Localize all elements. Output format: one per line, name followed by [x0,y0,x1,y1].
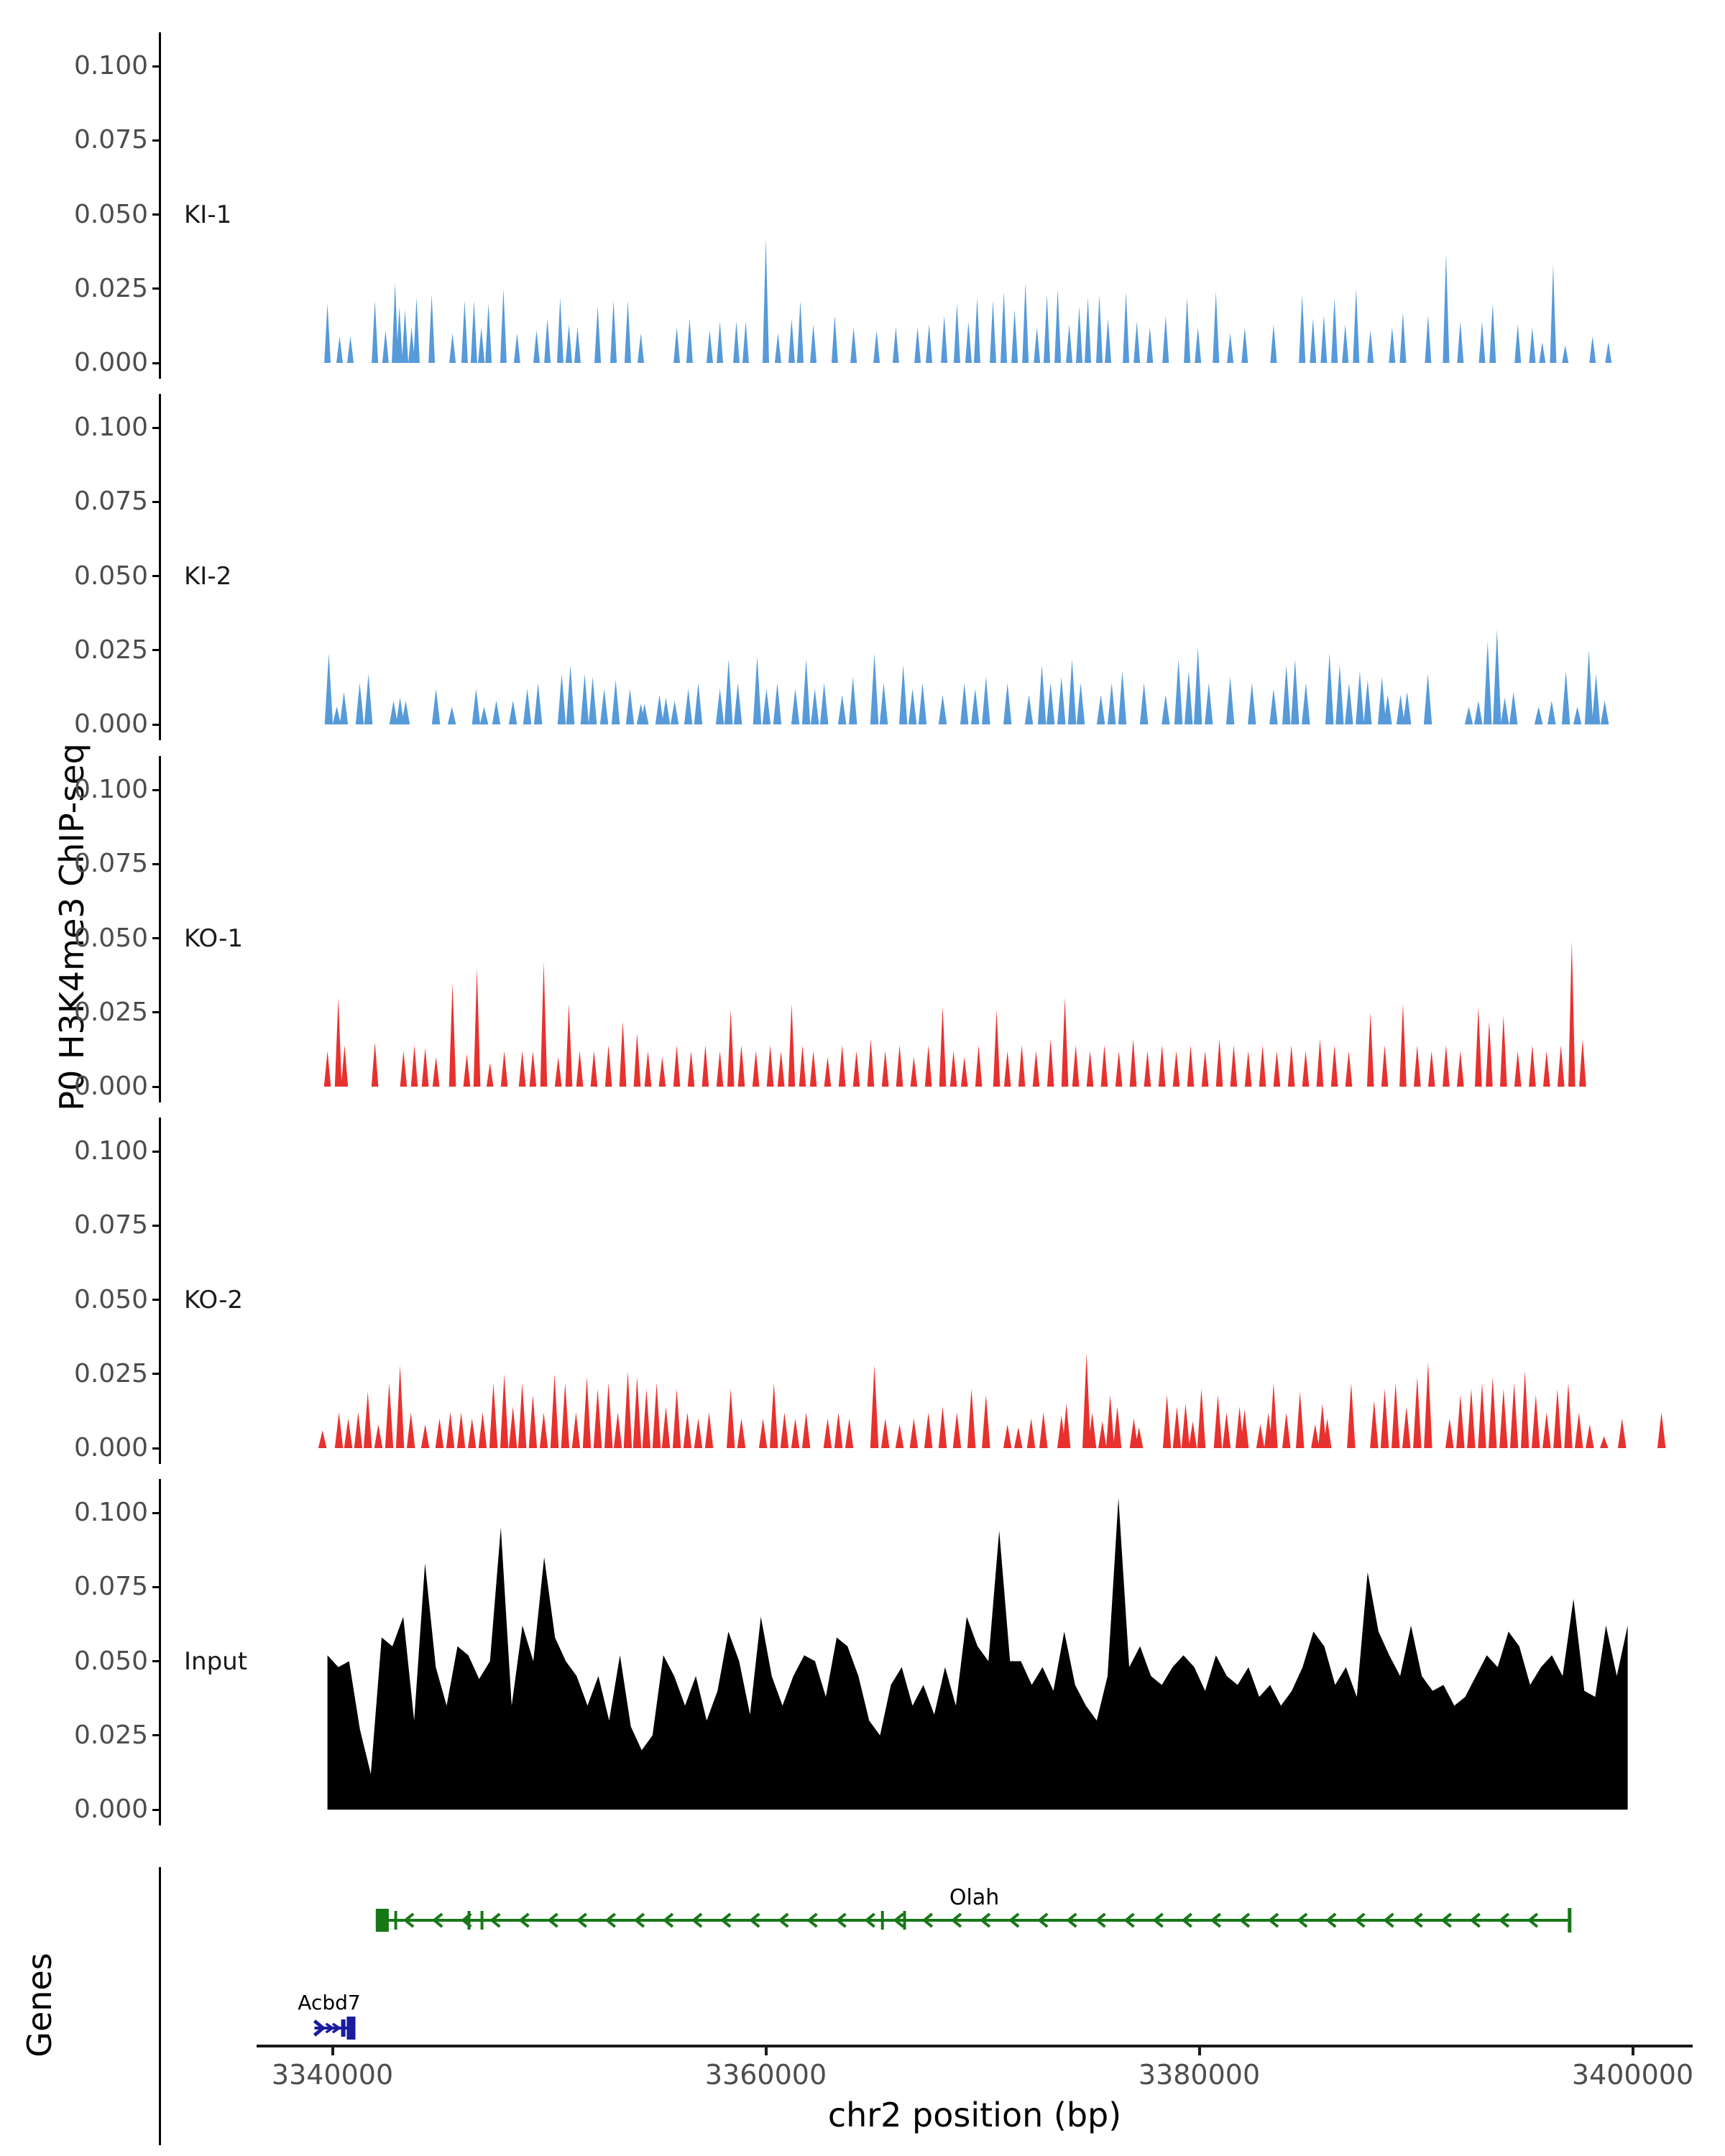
x-tick-label: 3400000 [1571,2059,1694,2091]
y-tick-label: 0.100 [73,1498,148,1527]
track-label-Input: Input [184,1646,248,1676]
y-tick [152,1660,160,1662]
y-tick-label: 0.100 [73,1136,148,1166]
y-tick [152,139,160,142]
y-tick [152,287,160,290]
y-tick-label: 0.100 [73,51,148,80]
y-tick-label: 0.050 [73,561,148,591]
gene-label-olah: Olah [949,1885,1000,1910]
y-tick-label: 0.000 [73,1072,148,1101]
y-tick-label: 0.000 [73,709,148,739]
y-tick-label: 0.025 [73,1720,148,1750]
y-tick [152,863,160,865]
x-tick [1198,2047,1201,2055]
y-tick-label: 0.025 [73,1358,148,1388]
y-tick [152,1373,160,1375]
track-signal-KO-2 [160,1118,1696,1449]
track-signal-KO-1 [160,756,1696,1087]
y-tick [152,213,160,216]
y-tick [152,1225,160,1227]
x-tick-label: 3340000 [271,2059,394,2091]
y-tick [152,575,160,577]
x-tick [765,2047,768,2055]
y-tick [152,937,160,939]
y-tick-label: 0.000 [73,1433,148,1462]
y-tick-label: 0.075 [73,1572,148,1602]
y-tick-label: 0.025 [73,635,148,665]
y-tick [152,427,160,429]
track-label-KI-2: KI-2 [184,561,232,591]
y-tick-label: 0.025 [73,997,148,1027]
y-tick-label: 0.050 [73,199,148,229]
y-tick [152,1299,160,1301]
y-axis-title: P0 H3K4me3 ChIP-seq [52,743,91,1111]
y-tick-label: 0.075 [73,125,148,155]
x-tick-label: 3380000 [1138,2059,1261,2091]
gene-models [160,1861,1696,2084]
y-tick [152,1447,160,1450]
y-tick [152,724,160,726]
y-tick [152,501,160,503]
y-tick-label: 0.100 [73,413,148,442]
y-tick [152,789,160,791]
y-tick-label: 0.050 [73,1646,148,1676]
x-axis-title: chr2 position (bp) [827,2096,1122,2134]
y-tick-label: 0.075 [73,487,148,517]
y-tick-label: 0.050 [73,923,148,953]
y-tick-label: 0.025 [73,273,148,303]
y-tick [152,1151,160,1153]
track-signal-Input [160,1479,1696,1810]
y-tick-label: 0.075 [73,849,148,879]
y-tick [152,1734,160,1736]
track-label-KO-1: KO-1 [184,923,244,953]
y-tick-label: 0.050 [73,1284,148,1314]
y-tick-label: 0.000 [73,1795,148,1824]
y-tick [152,362,160,364]
track-label-KO-2: KO-2 [184,1285,244,1314]
y-tick [152,1586,160,1588]
x-tick [1632,2047,1634,2055]
x-tick [331,2047,334,2055]
y-tick [152,65,160,68]
y-tick [152,1086,160,1088]
y-tick-label: 0.000 [73,348,148,377]
gene-label-acbd7: Acbd7 [298,1991,361,2014]
y-tick-label: 0.075 [73,1210,148,1240]
x-tick-label: 3360000 [704,2059,827,2091]
x-axis-line [257,2045,1693,2047]
genes-axis-title: Genes [20,1953,59,2058]
y-tick [152,1809,160,1811]
track-label-KI-1: KI-1 [184,200,232,229]
y-tick [152,649,160,651]
track-signal-KI-2 [160,394,1696,725]
y-tick-label: 0.100 [73,775,148,804]
y-tick [152,1011,160,1013]
y-tick [152,1512,160,1514]
track-signal-KI-1 [160,32,1696,364]
